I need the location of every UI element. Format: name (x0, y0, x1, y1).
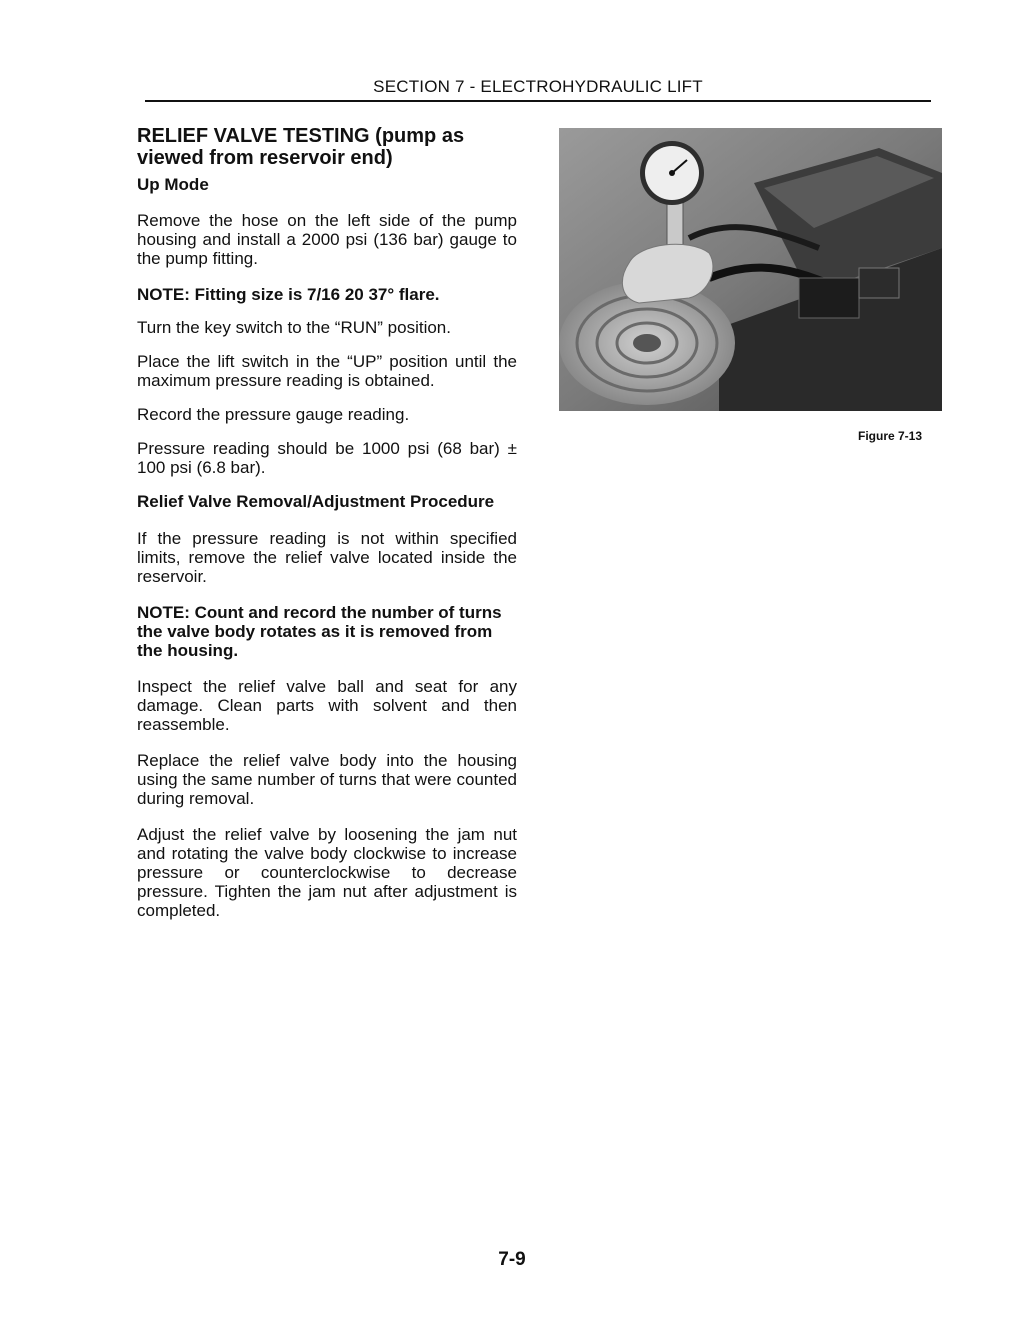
paragraph-remove-hose: Remove the hose on the left side of the pump housing and install a 2000 psi (136 bar) gauge to the pump fitting. (137, 211, 517, 268)
paragraph-key-switch: Turn the key switch to the “RUN” position. (137, 318, 451, 337)
figure-photo (559, 128, 942, 411)
header-rule (145, 100, 931, 102)
section-header: SECTION 7 - ELECTROHYDRAULIC LIFT (373, 77, 703, 96)
figure-caption: Figure 7-13 (858, 429, 923, 443)
pressure-gauge-photo (559, 128, 942, 411)
paragraph-record-reading: Record the pressure gauge reading. (137, 405, 410, 424)
paragraph-replace: Replace the relief valve body into the housing using the same number of turns that were counted during removal. (137, 751, 517, 808)
paragraph-lift-switch: Place the lift switch in the “UP” position until the maximum pressure reading is obtained. (137, 352, 517, 390)
page-number: 7-9 (498, 1249, 526, 1270)
note-fitting-size: NOTE: Fitting size is 7/16 20 37° flare. (137, 285, 440, 304)
paragraph-adjust: Adjust the relief valve by loosening the jam nut and rotating the valve body clockwise to increase pressure or counterclockwise to decrease pressure. Tighten the jam nut after adjustment is completed. (137, 825, 517, 920)
section-title: RELIEF VALVE TESTING (pump as viewed from reservoir end) (137, 125, 465, 169)
note-count-turns: NOTE: Count and record the number of turns the valve body rotates as it is removed from the housing. (137, 603, 502, 660)
paragraph-pressure-spec: Pressure reading should be 1000 psi (68 bar) ± 100 psi (6.8 bar). (137, 439, 517, 477)
up-mode-heading: Up Mode (137, 175, 209, 194)
main-column (137, 125, 517, 920)
paragraph-inspect: Inspect the relief valve ball and seat for any damage. Clean parts with solvent and then reassemble. (137, 677, 517, 734)
paragraph-remove-valve: If the pressure reading is not within specified limits, remove the relief valve located inside the reservoir. (137, 529, 517, 586)
removal-procedure-heading: Relief Valve Removal/Adjustment Procedure (137, 492, 495, 511)
